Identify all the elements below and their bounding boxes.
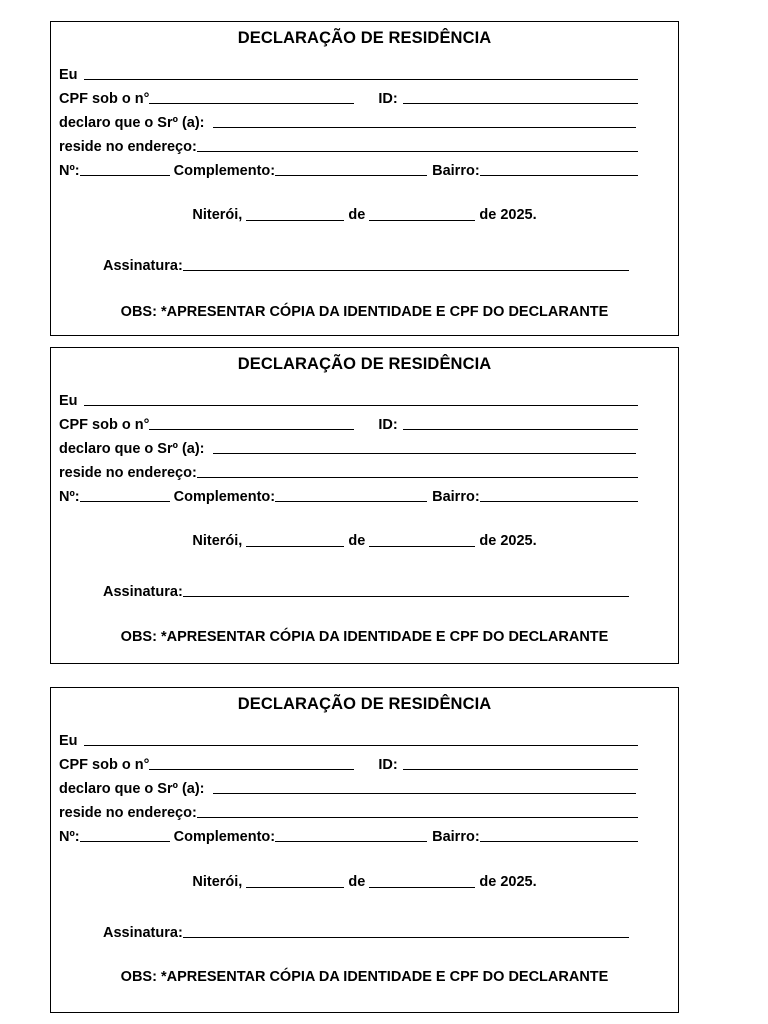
eu-label: Eu [59, 733, 78, 749]
obs-note: OBS: *APRESENTAR CÓPIA DA IDENTIDADE E CPF DO DECLARANTE [120, 629, 609, 645]
obs-note: OBS: *APRESENTAR CÓPIA DA IDENTIDADE E CPF DO DECLARANTE [120, 969, 609, 985]
obs-note: OBS: *APRESENTAR CÓPIA DA IDENTIDADE E CPF DO DECLARANTE [120, 304, 609, 320]
month-field[interactable] [369, 533, 475, 547]
year-label: de 2025. [479, 533, 537, 549]
city-label: Niterói, [192, 874, 243, 890]
complemento-field[interactable] [275, 162, 427, 176]
numero-field[interactable] [80, 828, 170, 842]
declaration-form-3 [50, 687, 679, 1013]
declaro-row [59, 113, 636, 131]
bairro-label: Bairro: [432, 489, 480, 505]
resident-name-field[interactable] [213, 780, 637, 794]
city-label: Niterói, [192, 207, 243, 223]
complemento-field[interactable] [275, 828, 427, 842]
declaro-row [59, 439, 636, 457]
day-field[interactable] [246, 207, 344, 221]
form-title: DECLARAÇÃO DE RESIDÊNCIA [237, 29, 492, 47]
de-label: de [348, 874, 366, 890]
eu-label: Eu [59, 67, 78, 83]
reside-label: reside no endereço: [59, 465, 197, 481]
declaration-form-1 [50, 21, 679, 336]
declaro-row [59, 779, 636, 797]
month-field[interactable] [369, 874, 475, 888]
resident-name-field[interactable] [213, 114, 637, 128]
complemento-label: Complemento: [173, 829, 276, 845]
complemento-field[interactable] [275, 488, 427, 502]
signature-field[interactable] [183, 257, 629, 271]
declaration-form-2 [50, 347, 679, 664]
form-title: DECLARAÇÃO DE RESIDÊNCIA [237, 355, 492, 373]
de-label: de [348, 533, 366, 549]
signature-field[interactable] [183, 924, 629, 938]
id-field[interactable] [403, 416, 638, 430]
cpf-row [59, 755, 638, 773]
name-field[interactable] [84, 66, 638, 80]
cpf-label: CPF sob o n° [59, 757, 150, 773]
cpf-field[interactable] [149, 90, 354, 104]
numero-label: Nº: [59, 163, 80, 179]
name-field[interactable] [84, 732, 638, 746]
numero-label: Nº: [59, 829, 80, 845]
bairro-field[interactable] [480, 488, 638, 502]
resident-name-field[interactable] [213, 440, 637, 454]
eu-row [59, 391, 638, 409]
cpf-row [59, 89, 638, 107]
eu-row [59, 731, 638, 749]
eu-row [59, 65, 638, 83]
form-title: DECLARAÇÃO DE RESIDÊNCIA [237, 695, 492, 713]
year-label: de 2025. [479, 874, 537, 890]
declaro-label: declaro que o Srº (a): [59, 781, 205, 797]
signature-field[interactable] [183, 583, 629, 597]
reside-label: reside no endereço: [59, 805, 197, 821]
address-field[interactable] [197, 464, 638, 478]
address-field[interactable] [197, 804, 638, 818]
declaro-label: declaro que o Srº (a): [59, 441, 205, 457]
id-field[interactable] [403, 756, 638, 770]
eu-label: Eu [59, 393, 78, 409]
numero-label: Nº: [59, 489, 80, 505]
date-row [51, 874, 678, 892]
reside-row [59, 463, 638, 481]
reside-row [59, 803, 638, 821]
id-label: ID: [378, 417, 398, 433]
numero-row [59, 161, 638, 179]
numero-row [59, 487, 638, 505]
signature-label: Assinatura: [103, 258, 183, 274]
numero-field[interactable] [80, 488, 170, 502]
signature-label: Assinatura: [103, 925, 183, 941]
bairro-field[interactable] [480, 162, 638, 176]
city-label: Niterói, [192, 533, 243, 549]
bairro-field[interactable] [480, 828, 638, 842]
cpf-label: CPF sob o n° [59, 417, 150, 433]
reside-row [59, 137, 638, 155]
cpf-field[interactable] [149, 416, 354, 430]
id-field[interactable] [403, 90, 638, 104]
bairro-label: Bairro: [432, 829, 480, 845]
date-row [51, 207, 678, 225]
signature-row [103, 582, 629, 600]
complemento-label: Complemento: [173, 163, 276, 179]
cpf-field[interactable] [149, 756, 354, 770]
numero-row [59, 827, 638, 845]
id-label: ID: [378, 757, 398, 773]
address-field[interactable] [197, 138, 638, 152]
reside-label: reside no endereço: [59, 139, 197, 155]
name-field[interactable] [84, 392, 638, 406]
id-label: ID: [378, 91, 398, 107]
day-field[interactable] [246, 533, 344, 547]
date-row [51, 533, 678, 551]
declaro-label: declaro que o Srº (a): [59, 115, 205, 131]
day-field[interactable] [246, 874, 344, 888]
complemento-label: Complemento: [173, 489, 276, 505]
month-field[interactable] [369, 207, 475, 221]
numero-field[interactable] [80, 162, 170, 176]
signature-label: Assinatura: [103, 584, 183, 600]
bairro-label: Bairro: [432, 163, 480, 179]
cpf-label: CPF sob o n° [59, 91, 150, 107]
cpf-row [59, 415, 638, 433]
year-label: de 2025. [479, 207, 537, 223]
signature-row [103, 256, 629, 274]
signature-row [103, 923, 629, 941]
de-label: de [348, 207, 366, 223]
